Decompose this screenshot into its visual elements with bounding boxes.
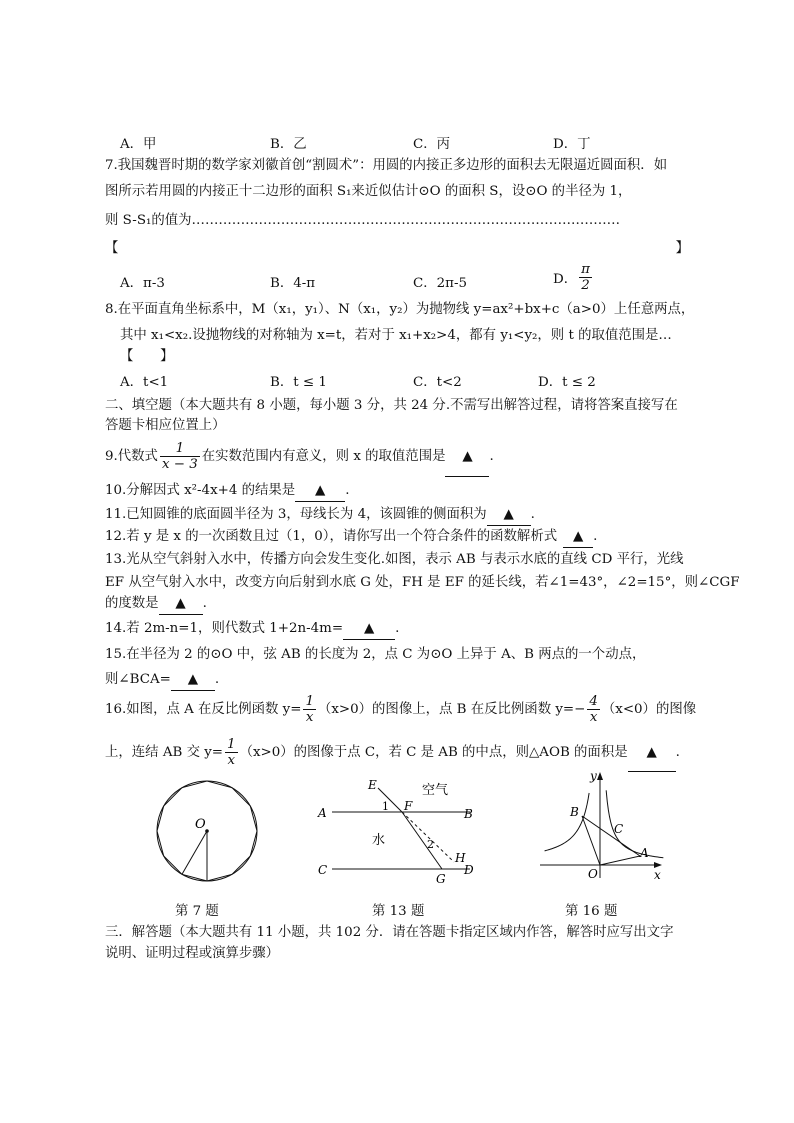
q8-bracket: 【 】 (120, 349, 174, 364)
figure-13 (310, 776, 490, 886)
q9-answer-blank[interactable]: ▲ (445, 438, 489, 477)
q7-bracket-row (105, 239, 695, 259)
q7-bracket-right: 】 (675, 241, 689, 256)
fig16-label-b: B (570, 805, 579, 819)
q8-option-a: A．t<1 (120, 375, 169, 390)
fig7-caption: 第 7 题 (175, 904, 219, 919)
q8-option-d: D．t ≤ 2 (538, 375, 596, 390)
q10-answer-blank[interactable]: ▲ (295, 481, 345, 502)
fig13-label-a: A (318, 806, 327, 820)
q7-option-b: B．4-π (270, 276, 316, 291)
q6-option-d: D．丁 (553, 137, 591, 152)
fig13-label-g: G (436, 872, 446, 886)
fig7-radius-2 (182, 831, 207, 874)
q16-line-2: 上，连结 AB 交 y= $\frac{1}{x}$ （x>0）的图像于点 C，若 C 是 AB 的中点，则△AOB 的面积是 ▲ . (105, 735, 695, 772)
fig13-label-c: C (318, 863, 328, 877)
q6-options (120, 133, 680, 155)
q7-line-3: 则 S-S₁的值为…………………………………………………………………………………… (105, 213, 621, 228)
q6-option-b: B．乙 (270, 137, 307, 152)
fig16-curve-left (545, 793, 590, 851)
q13-line-3: 的度数是 ▲ . (105, 594, 695, 615)
q8-option-b: B．t ≤ 1 (270, 375, 327, 390)
q11: 11.已知圆锥的底面圆半径为 3，母线长为 4，该圆锥的侧面积为 ▲ . (105, 505, 695, 526)
fig13-label-b: B (464, 807, 473, 821)
fig13-label-angle-2: 2 (427, 838, 434, 851)
fig16-label-a: A (640, 846, 649, 860)
fig16-label-x: x (654, 868, 661, 882)
fig16-segment-ob (582, 816, 600, 865)
q9-fraction: $\frac{1}{x - 3}$ (161, 441, 198, 472)
fig7-center-dot (205, 829, 209, 833)
q8-options (120, 371, 680, 393)
q14-answer-blank[interactable]: ▲ (343, 619, 395, 640)
q10: 10.分解因式 x²-4x+4 的结果是 ▲ . (105, 481, 695, 502)
section3-heading-2: 说明、证明过程或演算步骤） (105, 946, 280, 961)
q7-line-2: 图所示若用圆的内接正十二边形的面积 S₁来近似估计⊙O 的面积 S，设⊙O 的半径为 1， (105, 184, 632, 199)
figure-16 (532, 766, 672, 886)
q7-line-1: 7.我国魏晋时期的数学家刘徽首创“割圆术”：用圆的内接正多边形的面积去无限逼近圆面积．如 (105, 158, 668, 173)
fig16-caption: 第 16 题 (565, 904, 618, 919)
fig13-dashed-fh (402, 812, 454, 862)
q11-answer-blank[interactable]: ▲ (487, 505, 531, 526)
q7-options (120, 262, 680, 294)
q16-line-1: 16.如图，点 A 在反比例函数 y= $\frac{1}{x}$ （x>0）的图像上，点 B 在反比例函数 y=− $\frac{4}{x}$ （x<0）的图像 (105, 694, 697, 725)
q12-answer-blank[interactable]: ▲ (563, 527, 593, 548)
fig13-label-e: E (368, 778, 377, 792)
fig13-label-angle-1: 1 (382, 800, 389, 813)
q16-answer-blank[interactable]: ▲ (628, 735, 676, 772)
fig16-label-c: C (614, 822, 624, 836)
fig16-y-arrow (597, 772, 603, 780)
figure-7 (152, 776, 262, 886)
q7-option-c: C．2π-5 (413, 276, 468, 291)
q13-line-1: 13.光从空气斜射入水中，传播方向会发生变化.如图，表示 AB 与表示水底的直线 CD 平行，光线 (105, 552, 684, 567)
fig13-label-water: 水 (372, 833, 386, 848)
q15-line-1: 15.在半径为 2 的⊙O 中，弦 AB 的长度为 2，点 C 为⊙O 上异于 A、B 两点的一个动点， (105, 647, 646, 662)
q8-option-c: C．t<2 (413, 375, 462, 390)
q6-option-c: C．丙 (413, 137, 451, 152)
section2-heading-1: 二、填空题（本大题共有 8 小题，每小题 3 分，共 24 分.不需写出解答过程，请将答案直接写在 (105, 398, 678, 413)
fig16-segment-oa (600, 856, 640, 865)
fig13-label-h: H (455, 851, 466, 865)
section3-heading-1: 三．解答题（本大题共有 11 小题，共 102 分．请在答题卡指定区域内作答，解答时应写出文字 (105, 925, 674, 940)
q8-line-2: 其中 x₁<x₂.设抛物线的对称轴为 x=t，若对于 x₁+x₂>4，都有 y₁<y₂，则 t 的取值范围是… (120, 328, 672, 343)
q14: 14.若 2m-n=1，则代数式 1+2n-4m= ▲ . (105, 619, 695, 640)
fig7-label-o: O (195, 817, 206, 832)
q7-option-d-fraction: $\frac{\pi}{2}$ (581, 262, 590, 293)
q15-answer-blank[interactable]: ▲ (171, 670, 215, 691)
q9: 9.代数式 $\frac{1}{x - 3}$ 在实数范围内有意义，则 x 的取值范围是 ▲ . (105, 438, 695, 477)
q6-option-a: A．甲 (120, 137, 157, 152)
q13-line-2: EF 从空气射入水中，改变方向后射到水底 G 处，FH 是 EF 的延长线，若∠1=43°，∠2=15°，则∠CGF (105, 575, 740, 590)
fig16-label-y: y (590, 769, 597, 783)
fig13-ray-fg (402, 812, 442, 869)
fig13-label-f: F (404, 799, 413, 813)
fig13-label-d: D (464, 863, 474, 877)
q7-option-a: A．π-3 (120, 276, 165, 291)
fig13-label-air: 空气 (422, 783, 449, 798)
fig16-label-o: O (588, 867, 598, 881)
q7-bracket-left: 【 (105, 241, 119, 256)
q13-answer-blank[interactable]: ▲ (159, 594, 203, 615)
fig13-caption: 第 13 题 (372, 904, 425, 919)
q15-line-2: 则∠BCA= ▲ . (105, 670, 695, 691)
q12: 12.若 y 是 x 的一次函数且过（1，0），请你写出一个符合条件的函数解析式 ▲ . (105, 527, 695, 548)
q7-option-d: D． $\frac{\pi}{2}$ (553, 262, 590, 293)
q8-line-1: 8.在平面直角坐标系中，M（x₁，y₁）、N（x₁，y₂）为抛物线 y=ax²+bx+c（a>0）上任意两点， (105, 302, 695, 317)
section2-heading-2: 答题卡相应位置上） (105, 418, 226, 433)
